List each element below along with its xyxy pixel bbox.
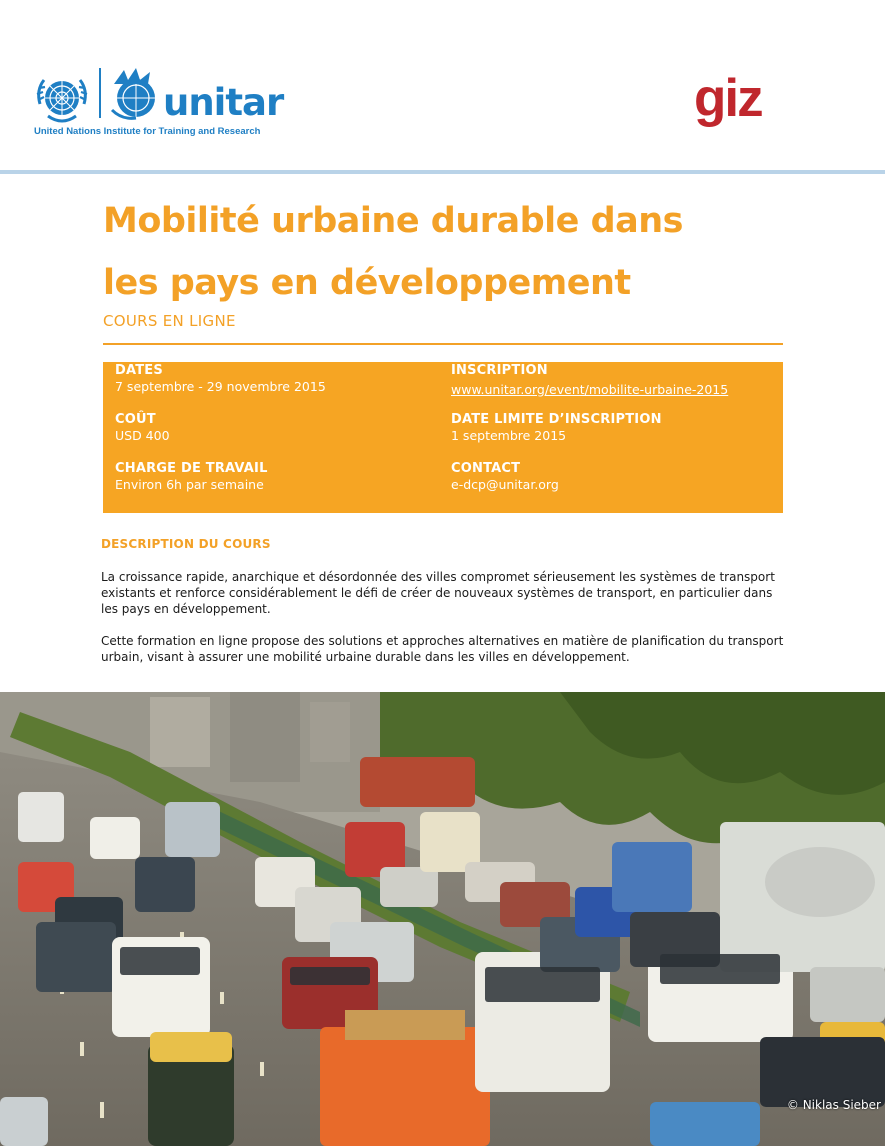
giz-logo: giz	[694, 69, 762, 128]
unitar-logo-text: unitar	[163, 81, 284, 124]
info-workload	[115, 461, 268, 493]
description-paragraph-2: Cette formation en ligne propose des solutions et approches alternatives en matière de planification du transport urbain, visant à assurer une mobilité urbaine durable dans les villes en développement.	[101, 634, 784, 664]
logo-divider	[99, 68, 101, 118]
traffic-photo-illustration	[0, 692, 885, 1146]
traffic-photo	[0, 692, 885, 1146]
header	[0, 0, 885, 170]
workload-label: CHARGE DE TRAVAIL	[115, 461, 268, 476]
un-emblem-icon	[34, 74, 90, 126]
info-contact	[451, 461, 559, 493]
header-divider	[0, 170, 885, 174]
description-paragraph-1: La croissance rapide, anarchique et désordonnée des villes compromet sérieusement les systèmes de transport existants et renforce considérablement le défi de créer de nouveaux systèmes de transport, en particulier dans les pays en développement.	[101, 570, 775, 616]
course-type: COURS EN LIGNE	[103, 312, 236, 330]
cost-label: COÛT	[115, 412, 156, 427]
title-line-1: Mobilité urbaine durable dans	[103, 201, 684, 241]
deadline-value: 1 septembre 2015	[451, 428, 567, 443]
info-deadline	[451, 412, 662, 444]
unitar-emblem-icon	[106, 66, 162, 122]
registration-label: INSCRIPTION	[451, 363, 548, 378]
dates-value: 7 septembre - 29 novembre 2015	[115, 379, 326, 394]
title-divider	[103, 343, 783, 345]
contact-email[interactable]: e-dcp@unitar.org	[451, 477, 559, 492]
page-title	[103, 190, 803, 314]
unitar-tagline: United Nations Institute for Training and Research	[34, 126, 261, 137]
workload-value: Environ 6h par semaine	[115, 477, 264, 492]
deadline-label: DATE LIMITE D’INSCRIPTION	[451, 412, 662, 427]
title-line-2: les pays en développement	[103, 263, 631, 303]
photo-credit: © Niklas Sieber	[786, 1098, 881, 1112]
contact-label: CONTACT	[451, 461, 521, 476]
dates-label: DATES	[115, 363, 163, 378]
info-cost	[115, 412, 170, 444]
registration-link[interactable]: www.unitar.org/event/mobilite-urbaine-2015	[451, 382, 729, 397]
info-dates	[115, 363, 326, 395]
description-heading: DESCRIPTION DU COURS	[101, 537, 271, 551]
cost-value: USD 400	[115, 428, 170, 443]
course-info-box	[103, 362, 783, 513]
info-registration	[451, 363, 728, 398]
